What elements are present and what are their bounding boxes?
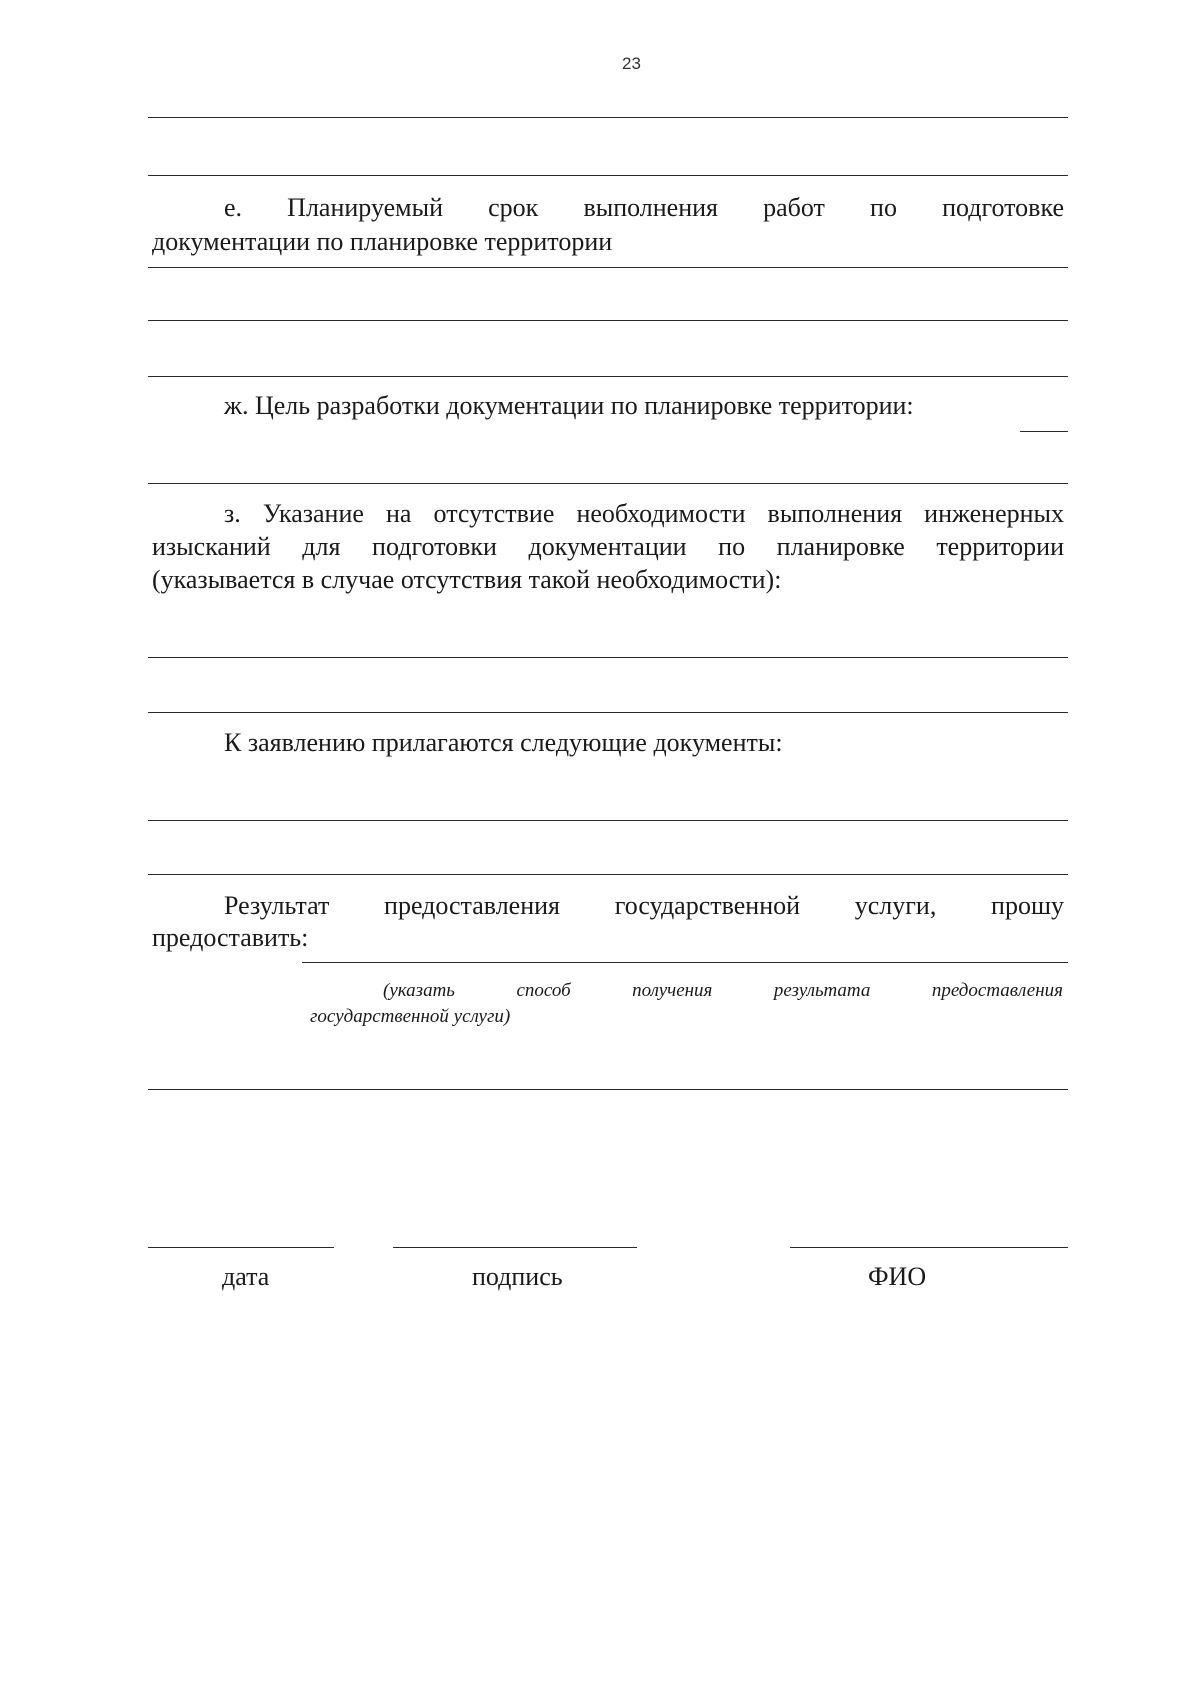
attachments-text: К заявлению прилагаются следующие документы:	[224, 728, 783, 757]
name-label: ФИО	[868, 1262, 927, 1291]
section-zh-text: ж. Цель разработки документации по планировке территории:	[224, 391, 914, 420]
section-z-line-3: (указывается в случае отсутствия такой необходимости):	[152, 565, 782, 594]
section-z-line-2: изысканий для подготовки документации по планировке территории	[152, 532, 1064, 561]
blank-line	[148, 820, 1068, 821]
blank-line	[148, 267, 1068, 268]
result-line-1: Результат предоставления государственной услуги, прошу	[224, 891, 1064, 920]
section-z-line-1: з. Указание на отсутствие необходимости выполнения инженерных	[224, 499, 1064, 528]
result-hint-line-1: (указать способ получения результата предоставления	[383, 980, 1063, 1001]
signature-label: подпись	[472, 1262, 563, 1291]
blank-line	[148, 874, 1068, 875]
blank-line-short	[1020, 431, 1068, 432]
result-hint-line-2: государственной услуги)	[310, 1006, 511, 1027]
blank-line	[148, 376, 1068, 377]
date-line	[148, 1247, 334, 1248]
section-e-line-1: е. Планируемый срок выполнения работ по подготовке	[224, 193, 1064, 222]
name-line	[790, 1247, 1068, 1248]
result-method-line	[302, 962, 1068, 963]
blank-line	[148, 320, 1068, 321]
blank-line	[148, 1089, 1068, 1090]
blank-line	[148, 483, 1068, 484]
date-label: дата	[222, 1262, 270, 1291]
signature-line	[393, 1247, 637, 1248]
result-line-2: предоставить:	[152, 923, 309, 952]
section-e-line-2: документации по планировке территории	[152, 227, 613, 256]
blank-line	[148, 712, 1068, 713]
blank-line	[148, 117, 1068, 118]
blank-line	[148, 175, 1068, 176]
blank-line	[148, 657, 1068, 658]
page-number: 23	[622, 54, 641, 73]
